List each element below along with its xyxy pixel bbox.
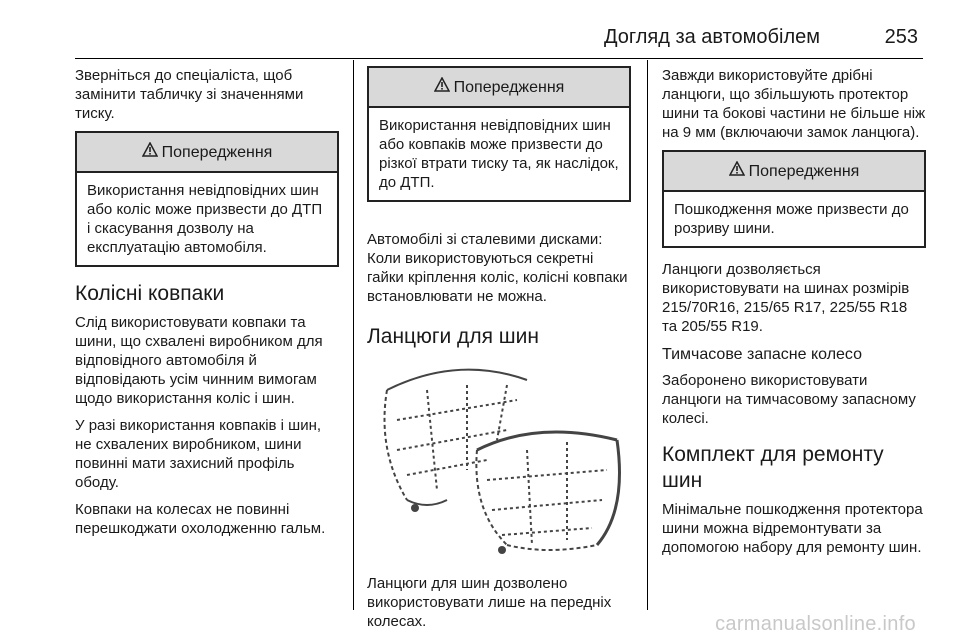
warning-header [664,152,924,192]
warning-box [75,131,339,267]
warning-box [662,150,926,248]
subheading-temporary-spare: Тимчасове запасне колесо [662,346,862,363]
warning-header [77,133,337,173]
page-number: 253 [884,26,918,48]
warning-triangle-icon [434,77,450,97]
section-heading-hubcaps: Колісні ковпаки [75,282,225,305]
column-divider-2 [647,60,648,610]
paragraph: Завжди використовуйте дрібні ланцюги, що збільшують протектор шини та бокові частини не більше ніж на 9 мм (включаючи замок ланцюга). [662,67,926,141]
watermark: carmanualsonline.info [715,613,916,635]
snow-chains-illustration [367,360,631,560]
warning-body: Використання невідповідних шин або коліс може призвести до ДТП і скасування дозволу на експлуатацію автомобіля. [87,182,323,256]
warning-title: Попередження [748,162,860,180]
paragraph: Заборонено використовувати ланцюги на тимчасовому запасному колесі. [662,372,916,427]
intro-paragraph: Зверніться до спеціаліста, щоб замінити табличку зі значеннями тиску. [75,67,304,122]
paragraph: Ковпаки на колесах не повинні перешкоджати охолодженню гальм. [75,501,326,537]
column-3 [662,66,926,565]
warning-body: Використання невідповідних шин або ковпаків може призвести до різкої втрати тиску та, як наслідок, до ДТП. [379,117,619,191]
section-heading-repair-kit: Комплект для ремонту шин [662,443,884,492]
paragraph: Мінімальне пошкодження протектора шини можна відремонтувати за допомогою набору для ремонту шин. [662,501,923,556]
warning-header [369,68,629,108]
running-header: Догляд за автомобілем [603,26,820,48]
figure-caption: Ланцюги для шин дозволено використовувати лише на передніх колесах. [367,575,612,630]
column-1 [75,66,339,546]
paragraph: Автомобілі зі сталевими дисками: Коли використовуються секретні гайки кріплення коліс, колісні ковпаки встановлювати не можна. [367,231,628,305]
warning-body: Пошкодження може призвести до розриву шини. [674,201,909,237]
warning-box [367,66,631,202]
warning-triangle-icon [729,161,745,181]
paragraph: Ланцюги дозволяється використовувати на шинах розмірів 215/70R16, 215/65 R17, 225/55 R18 та 205/55 R19. [662,261,910,335]
warning-title: Попередження [453,78,565,96]
header-rule [75,58,923,59]
paragraph: Слід використовувати ковпаки та шини, що схвалені виробником для відповідного автомобіля й відповідають усім чинним вимогам щодо використання коліс і шин. [75,314,323,407]
column-2 [367,60,631,639]
column-divider-1 [353,60,354,610]
paragraph: У разі використання ковпаків і шин, не схвалених виробником, шини повинні мати захисний профіль ободу. [75,417,322,491]
warning-triangle-icon [142,142,158,162]
warning-title: Попередження [161,143,273,161]
section-heading-snow-chains: Ланцюги для шин [367,325,539,348]
